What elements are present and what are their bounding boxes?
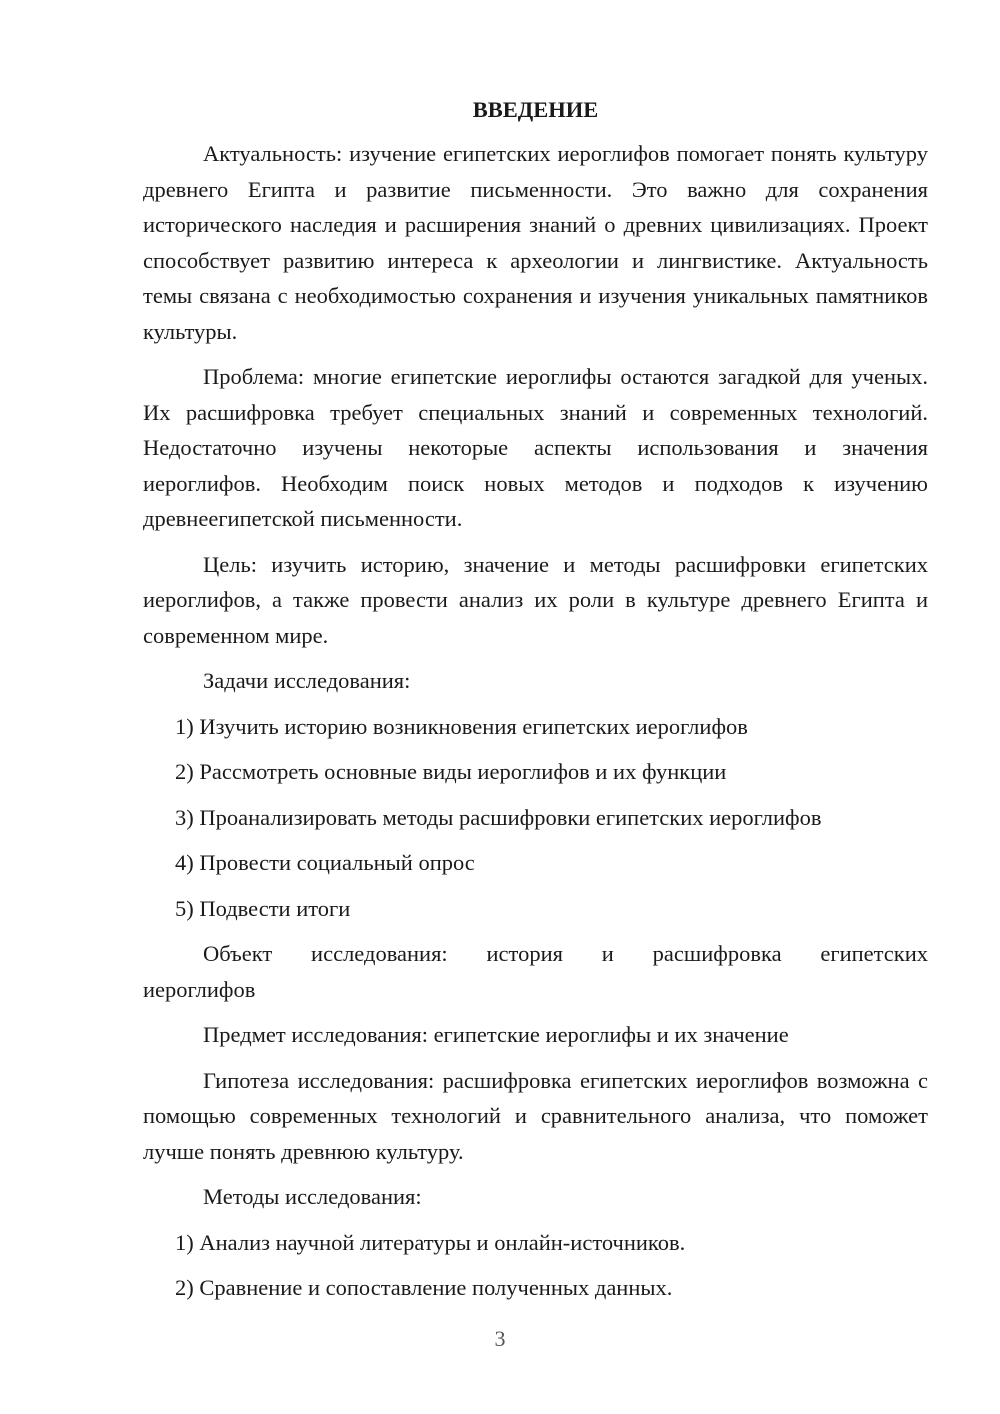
tasks-heading: Задачи исследования:: [203, 668, 411, 693]
document-page: [143, 90, 928, 1316]
list-item: 1) Изучить историю возникновения египетских иероглифов: [175, 713, 748, 739]
list-item: 1) Анализ научной литературы и онлайн-источников.: [175, 1229, 686, 1255]
relevance-paragraph: Актуальность: изучение египетских иероглифов помогает понять культуру древнего Египта и развитие письменности. Это важно для сохранения исторического наследия и расширения знаний о древних цивилизациях. Проект способствует развитию интереса к археологии и лингвистике. Актуальность темы связана с необходимостью сохранения и изучения уникальных памятников культуры.: [143, 141, 928, 344]
list-item: 4) Провести социальный опрос: [175, 850, 475, 875]
problem-paragraph: Проблема: многие египетские иероглифы остаются загадкой для ученых. Их расшифровка требует специальных знаний и современных технологий. Недостаточно изучены некоторые аспекты использования и значения иероглифов. Необходим поиск новых методов и подходов к изучению древнеегипетской письменности.: [143, 364, 928, 531]
subject-paragraph: Предмет исследования: египетские иероглифы и их значение: [203, 1022, 789, 1047]
hypothesis-paragraph: Гипотеза исследования: расшифровка египетских иероглифов возможна с помощью современных технологий и сравнительного анализа, что поможет лучше понять древнюю культуру.: [143, 1067, 928, 1164]
page-number: 3: [494, 1326, 506, 1351]
goal-paragraph: Цель: изучить историю, значение и методы расшифровки египетских иероглифов, а также провести анализ их роли в культуре древнего Египта и современном мире.: [143, 551, 928, 648]
list-item: 2) Сравнение и сопоставление полученных данных.: [175, 1275, 673, 1300]
list-item: 5) Подвести итоги: [175, 895, 351, 921]
methods-heading: Методы исследования:: [203, 1184, 422, 1209]
methods-list: [143, 1225, 928, 1306]
object-line-1: Объект исследования: история и расшифровка египетских: [203, 941, 928, 966]
list-item: 3) Проанализировать методы расшифровки египетских иероглифов: [175, 804, 822, 830]
section-title: ВВЕДЕНИЕ: [472, 97, 599, 122]
object-paragraph: [143, 936, 928, 1007]
list-item: 2) Рассмотреть основные виды иероглифов и их функции: [175, 759, 727, 784]
object-line-2: иероглифов: [143, 976, 256, 1002]
tasks-list: [143, 709, 928, 927]
